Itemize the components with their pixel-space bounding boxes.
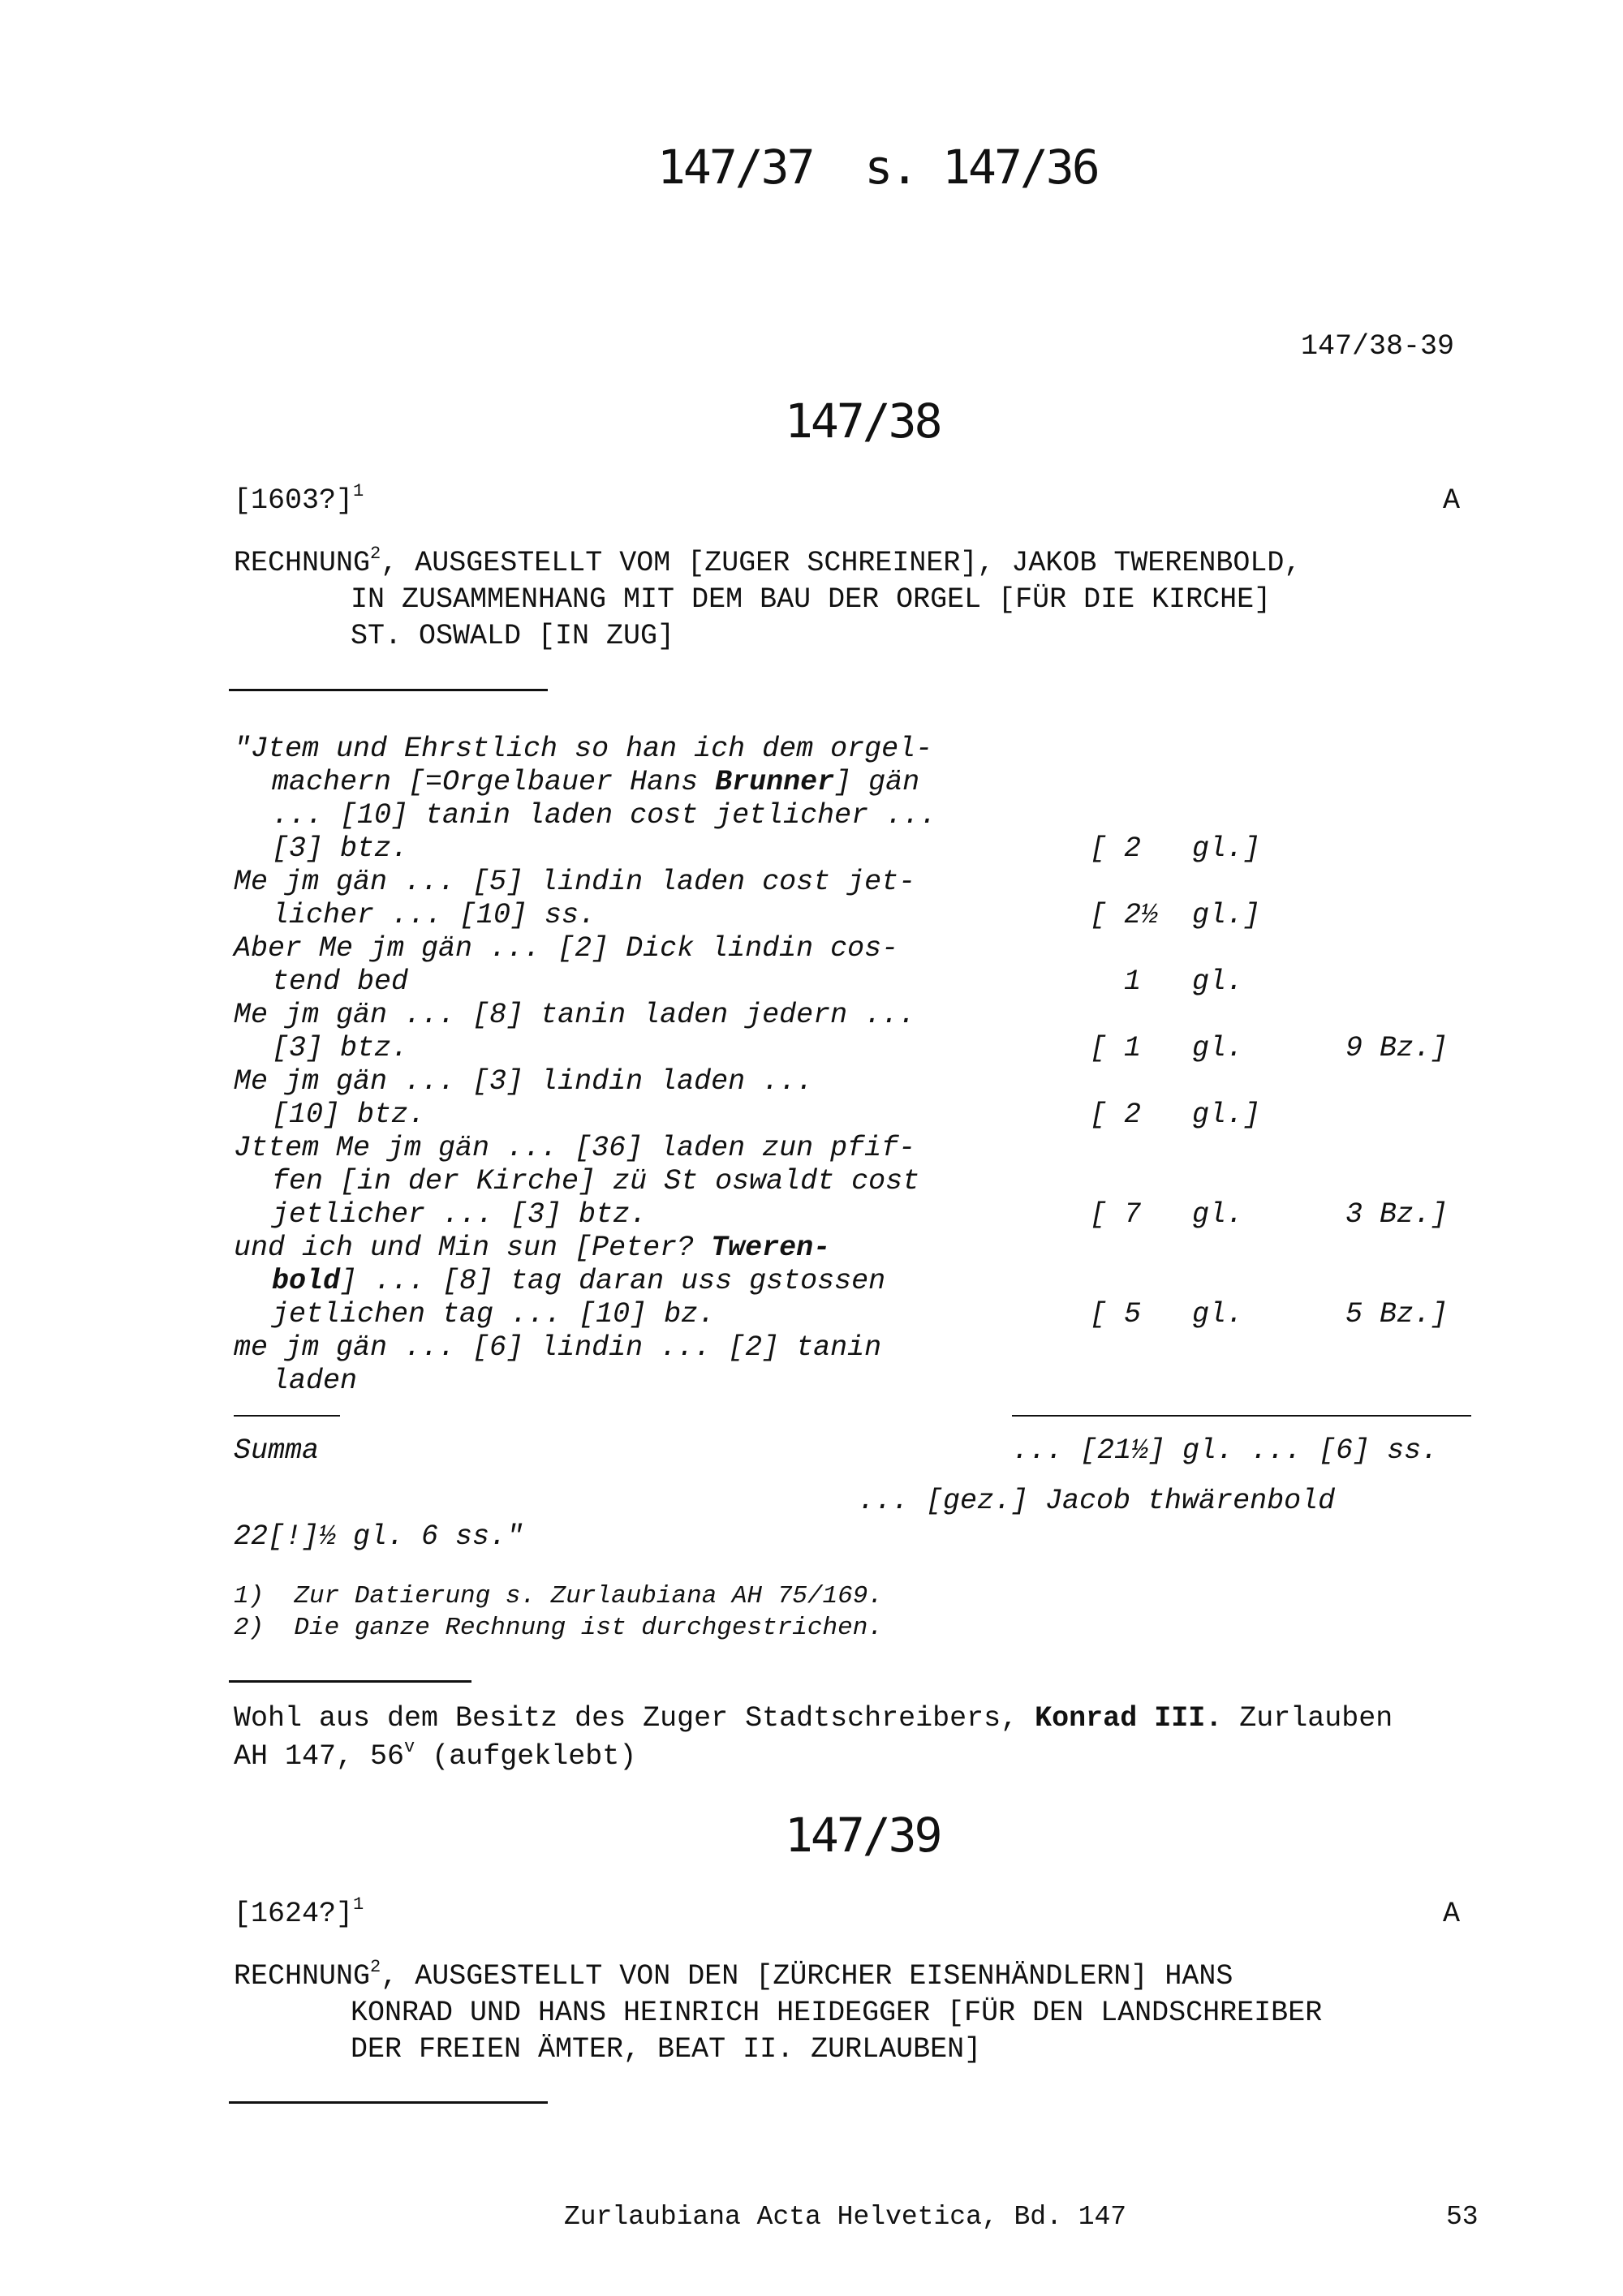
footnote-marker: 1 <box>353 1894 364 1915</box>
amount-entry: [ 7 gl. 3 Bz.] <box>1090 1198 1449 1231</box>
date-text: [1603?] <box>234 484 354 517</box>
summa-value: ... [21½] gl. ... [6] ss. <box>1012 1434 1439 1467</box>
person-name: Tweren- <box>711 1232 831 1264</box>
summa-label: Summa <box>234 1434 320 1467</box>
document-title-line-1 <box>234 1958 1233 1995</box>
text-run: ] gän <box>834 766 920 798</box>
source-note-line-2 <box>234 1739 636 1775</box>
section-divider <box>229 689 548 691</box>
footnote-marker: 2 <box>370 1957 381 1978</box>
transcription-line <box>272 766 919 799</box>
title-text: RECHNUNG <box>234 1960 371 1993</box>
title-text: RECHNUNG <box>234 547 371 579</box>
document-date <box>234 483 364 519</box>
text-run: ] ... [8] tag daran uss gstossen <box>340 1265 886 1297</box>
section-divider <box>229 2101 548 2104</box>
page-heading-crossref: 147/37 s. 147/36 <box>657 140 1098 195</box>
person-name: Konrad III. <box>1035 1702 1223 1735</box>
text-run: Wohl aus dem Besitz des Zuger Stadtschreibers, <box>234 1702 1035 1735</box>
transcription-line <box>272 1265 885 1298</box>
transcription-line: Me jm gän ... [5] lindin laden cost jet- <box>234 866 916 898</box>
transcription-line: [10] btz. <box>272 1099 426 1131</box>
footnote-2: 2) Die ganze Rechnung ist durchgestrichen. <box>234 1614 883 1642</box>
footer-publication: Zurlaubiana Acta Helvetica, Bd. 147 <box>564 2202 1127 2232</box>
transcription-line: laden <box>272 1365 358 1397</box>
verso-marker: v <box>404 1737 415 1758</box>
closing-total: 22[!]½ gl. 6 ss." <box>234 1520 524 1553</box>
footnote-1: 1) Zur Datierung s. Zurlaubiana AH 75/169. <box>234 1582 883 1610</box>
amount-entry: [ 2 gl.] <box>1090 832 1261 865</box>
amount-entry: [ 5 gl. 5 Bz.] <box>1090 1298 1449 1331</box>
transcription-line: [3] btz. <box>272 1032 409 1064</box>
text-run: (aufgeklebt) <box>415 1740 637 1773</box>
document-type-letter: A <box>1443 1898 1461 1930</box>
summa-label-rule <box>234 1415 340 1417</box>
transcription-line: Me jm gän ... [8] tanin laden jedern ... <box>234 999 916 1031</box>
transcription-line: tend bed <box>272 965 409 998</box>
transcription-line <box>234 1232 830 1265</box>
amount-entry: 1 gl. <box>1090 965 1244 998</box>
transcription-line: Me jm gän ... [3] lindin laden ... <box>234 1065 814 1098</box>
transcription-line: jetlichen tag ... [10] bz. <box>272 1298 716 1331</box>
amount-entry: [ 2 gl.] <box>1090 1099 1261 1131</box>
document-title-line-3: DER FREIEN ÄMTER, BEAT II. ZURLAUBEN] <box>351 2033 982 2066</box>
text-run: und ich und Min sun [Peter? <box>234 1232 712 1264</box>
footnote-divider <box>229 1680 471 1683</box>
transcription-line: "Jtem und Ehrstlich so han ich dem orgel- <box>234 733 933 765</box>
amount-entry: [ 2½ gl.] <box>1090 899 1261 931</box>
footnote-marker: 1 <box>353 481 364 502</box>
transcription-line: fen [in der Kirche] zü St oswaldt cost <box>272 1165 920 1197</box>
person-name: Brunner <box>715 766 835 798</box>
source-note-line-1 <box>234 1701 1393 1737</box>
document-range-label: 147/38-39 <box>1301 330 1455 363</box>
transcription-line: ... [10] tanin laden cost jetlicher ... <box>272 799 937 832</box>
document-title-line-3: ST. OSWALD [IN ZUG] <box>351 620 675 652</box>
person-name: bold <box>272 1265 341 1297</box>
transcription-line: [3] btz. <box>272 832 409 865</box>
transcription-line: Aber Me jm gän ... [2] Dick lindin cos- <box>234 932 899 965</box>
document-number: 147/38 <box>785 393 941 449</box>
document-title-line-2: IN ZUSAMMENHANG MIT DEM BAU DER ORGEL [FÜR DIE KIRCHE] <box>351 583 1272 616</box>
date-text: [1624?] <box>234 1898 354 1930</box>
text-run: AH 147, 56 <box>234 1740 405 1773</box>
transcription-line: me jm gän ... [6] lindin ... [2] tanin <box>234 1331 882 1364</box>
signature-line: ... [gez.] Jacob thwärenbold <box>858 1485 1336 1517</box>
transcription-line: jetlicher ... [3] btz. <box>272 1198 648 1231</box>
transcription-line: Jttem Me jm gän ... [36] laden zun pfif- <box>234 1132 916 1164</box>
title-text: , AUSGESTELLT VON DEN [ZÜRCHER EISENHÄNDLERN] HANS <box>381 1960 1233 1993</box>
amount-entry: [ 1 gl. 9 Bz.] <box>1090 1032 1449 1064</box>
title-text: , AUSGESTELLT VOM [ZUGER SCHREINER], JAKOB TWERENBOLD, <box>381 547 1302 579</box>
document-number: 147/39 <box>785 1808 941 1863</box>
page-number: 53 <box>1446 2202 1479 2232</box>
document-title-line-1 <box>234 545 1301 582</box>
text-run: Zurlauben <box>1222 1702 1393 1735</box>
document-date <box>234 1896 364 1933</box>
summa-value-rule <box>1012 1415 1471 1417</box>
text-run: machern [=Orgelbauer Hans <box>272 766 716 798</box>
document-type-letter: A <box>1443 484 1461 517</box>
footnote-marker: 2 <box>370 544 381 565</box>
document-title-line-2: KONRAD UND HANS HEINRICH HEIDEGGER [FÜR DEN LANDSCHREIBER <box>351 1997 1323 2029</box>
transcription-line: licher ... [10] ss. <box>272 899 596 931</box>
